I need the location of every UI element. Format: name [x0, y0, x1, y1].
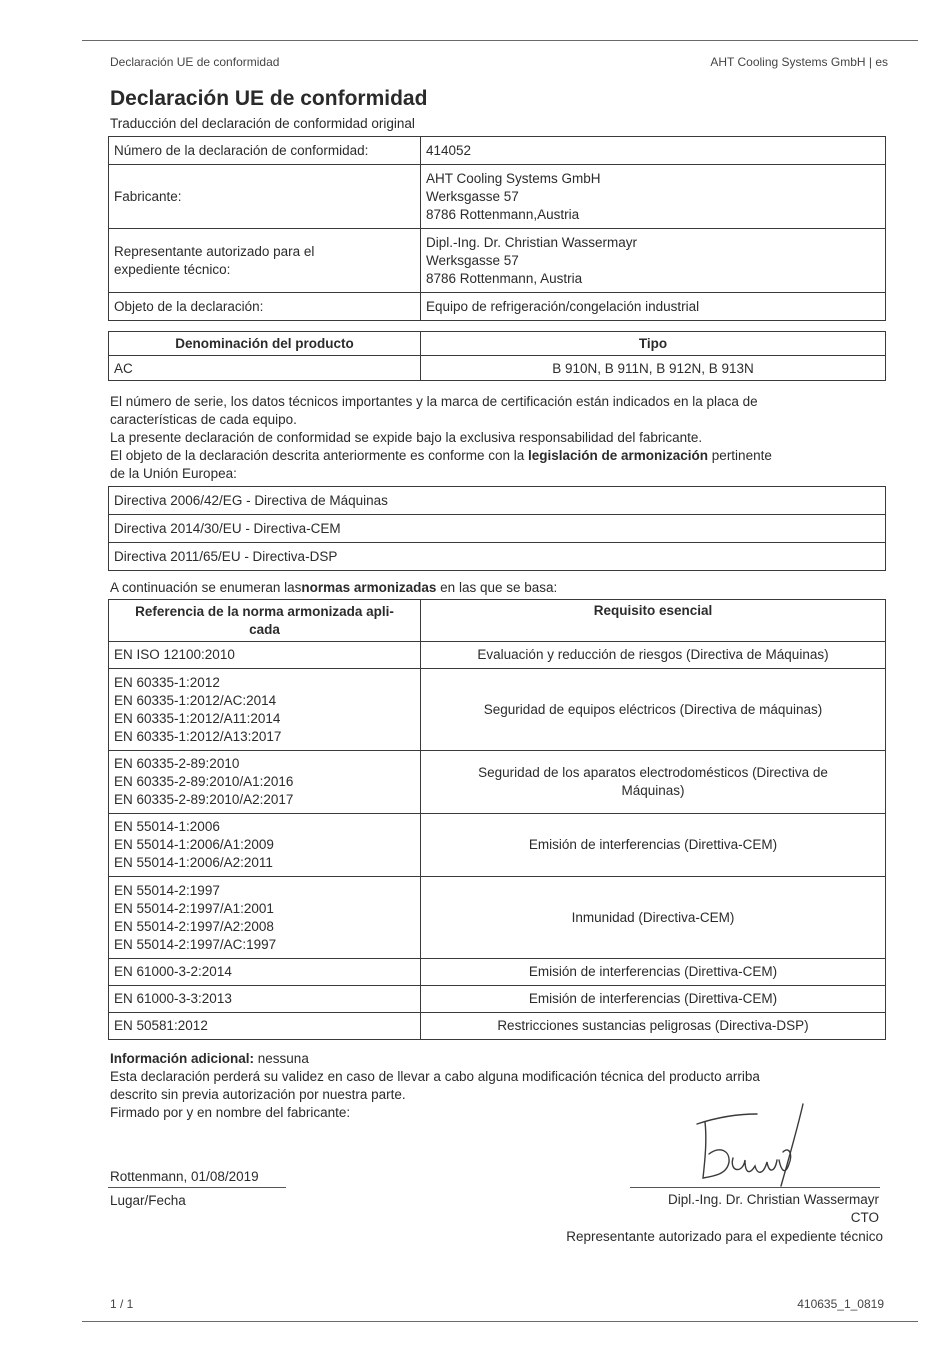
norm-ref: EN 60335-2-89:2010/A1:2016: [114, 774, 294, 789]
additional-info-line: [110, 1050, 900, 1068]
norm-ref: EN 50581:2012: [114, 1018, 208, 1033]
norm-ref: EN 55014-2:1997/A2:2008: [114, 918, 274, 934]
additional-info-line: Firmado por y en nombre del fabricante:: [110, 1105, 351, 1120]
norm-ref: EN 60335-1:2012: [114, 674, 220, 690]
signer-name: Dipl.-Ing. Dr. Christian Wassermayr: [667, 1192, 879, 1207]
table-row: [109, 877, 886, 959]
directive-item: Directiva 2006/42/EG - Directiva de Máquinas: [109, 487, 886, 515]
declaration-object-value: Equipo de refrigeración/congelación industrial: [421, 293, 886, 321]
product-name-header: Denominación del producto: [109, 332, 421, 356]
norms-ref-header-line: cada: [249, 622, 280, 637]
representative-line: Werksgasse 57: [426, 252, 519, 268]
table-row: [109, 814, 886, 877]
declaration-object-label: Objeto de la declaración:: [109, 293, 421, 321]
signature-line: [630, 1187, 880, 1188]
conformity-paragraph: [110, 393, 900, 483]
manufacturer-label: Fabricante:: [109, 165, 421, 229]
requirement-line: Seguridad de equipos eléctricos (Directiva de máquinas): [483, 701, 823, 717]
header-left: Declaración UE de conformidad: [110, 55, 280, 69]
norm-requirement: [421, 959, 886, 986]
representative-line: 8786 Rottenmann, Austria: [426, 270, 583, 286]
representative-value: [421, 229, 886, 293]
page-number: 1 / 1: [110, 1297, 134, 1311]
norm-refs: [109, 814, 421, 877]
norms-ref-header-line: Referencia de la norma armonizada apli-: [135, 604, 394, 619]
representative-label: [109, 229, 421, 293]
paragraph-line: características de cada equipo.: [110, 412, 297, 427]
place-date: Rottenmann, 01/08/2019: [110, 1169, 259, 1184]
requirement-line: Seguridad de los aparatos electrodomésticos (Directiva de: [478, 765, 828, 780]
norm-ref: EN 60335-2-89:2010/A2:2017: [114, 792, 294, 807]
requirement-line: Restricciones sustancias peligrosas (Directiva-DSP): [497, 1018, 809, 1033]
norm-ref: EN 55014-2:1997/A1:2001: [114, 900, 274, 916]
norm-ref: EN 55014-1:2006: [114, 819, 220, 834]
table-row: [109, 959, 886, 986]
manufacturer-value: [421, 165, 886, 229]
representative-label-line: Representante autorizado para el: [114, 243, 315, 259]
norm-ref: EN 55014-1:2006/A2:2011: [114, 855, 273, 870]
page-subtitle: Traducción del declaración de conformidad original: [110, 116, 415, 131]
requirement-line: Emisión de interferencias (Direttiva-CEM): [528, 991, 778, 1006]
directive-item: Directiva 2011/65/EU - Directiva-DSP: [109, 543, 886, 571]
additional-info-label: Información adicional:: [110, 1051, 255, 1066]
norm-ref: EN 55014-2:1997: [114, 882, 220, 898]
signer-label: Representante autorizado para el expediente técnico: [566, 1229, 883, 1244]
norm-refs: [109, 669, 421, 751]
table-row: [109, 751, 886, 814]
header-right: AHT Cooling Systems GmbH | es: [710, 55, 888, 69]
norm-ref: EN 61000-3-3:2013: [114, 991, 232, 1006]
table-row: [109, 986, 886, 1013]
norm-ref: EN ISO 12100:2010: [114, 647, 235, 662]
norm-ref: EN 60335-1:2012/A11:2014: [114, 710, 281, 726]
declaration-info-table: [108, 136, 886, 321]
norms-ref-header: [109, 600, 421, 642]
norms-table: [108, 599, 886, 1040]
paragraph-line: La presente declaración de conformidad se expide bajo la exclusiva responsabilidad del fabricante.: [110, 430, 703, 445]
product-name-value: AC: [109, 356, 421, 381]
norm-requirement: [421, 877, 886, 959]
document-number: 410635_1_0819: [797, 1297, 884, 1311]
norms-intro-text: A continuación se enumeran las: [110, 580, 302, 595]
manufacturer-line: Werksgasse 57: [426, 188, 519, 204]
paragraph-text: El objeto de la declaración descrita anteriormente es conforme con la: [110, 448, 528, 463]
directives-table: [108, 486, 886, 571]
norm-refs: [109, 877, 421, 959]
norm-requirement: [421, 669, 886, 751]
product-type-header: Tipo: [421, 332, 886, 356]
declaration-number-label: Número de la declaración de conformidad:: [109, 137, 421, 165]
top-rule: [82, 40, 918, 41]
norm-ref: EN 55014-1:2006/A1:2009: [114, 837, 274, 852]
norm-ref: EN 60335-1:2012/AC:2014: [114, 692, 277, 708]
requirement-line: Evaluación y reducción de riesgos (Directiva de Máquinas): [477, 647, 829, 662]
paragraph-text: pertinente: [708, 448, 772, 463]
norm-refs: [109, 986, 421, 1013]
norms-intro-text: en las que se basa:: [436, 580, 558, 595]
table-row: [109, 669, 886, 751]
place-date-label: Lugar/Fecha: [110, 1193, 186, 1208]
additional-info-line: Esta declaración perderá su validez en caso de llevar a cabo alguna modificación técnica del producto arriba: [110, 1069, 760, 1084]
norm-requirement: [421, 814, 886, 877]
product-type-value: B 910N, B 911N, B 912N, B 913N: [421, 356, 886, 381]
norm-refs: [109, 642, 421, 669]
norm-requirement: [421, 1013, 886, 1040]
product-table: [108, 331, 886, 381]
table-row: [109, 1013, 886, 1040]
manufacturer-line: AHT Cooling Systems GmbH: [426, 170, 601, 186]
norm-requirement: [421, 642, 886, 669]
norm-ref: EN 55014-2:1997/AC:1997: [114, 936, 277, 952]
requirement-line: Inmunidad (Directiva-CEM): [571, 909, 735, 925]
page-title: Declaración UE de conformidad: [110, 87, 428, 110]
requirement-line: Emisión de interferencias (Direttiva-CEM): [528, 964, 778, 979]
directive-item: Directiva 2014/30/EU - Directiva-CEM: [109, 515, 886, 543]
norms-req-header: Requisito esencial: [421, 600, 886, 642]
paragraph-emphasis: legislación de armonización: [527, 448, 709, 463]
table-row: [109, 642, 886, 669]
norm-ref: EN 60335-2-89:2010: [114, 756, 240, 771]
signer-role: CTO: [850, 1210, 879, 1225]
norm-refs: [109, 751, 421, 814]
declaration-number-value: 414052: [421, 137, 886, 165]
norms-intro-emphasis: normas armonizadas: [301, 580, 437, 595]
additional-info-value: nessuna: [254, 1051, 309, 1066]
paragraph-line: de la Unión Europea:: [110, 466, 237, 481]
additional-info-line: descrito sin previa autorización por nuestra parte.: [110, 1087, 406, 1102]
norm-requirement: [421, 986, 886, 1013]
representative-label-line: expediente técnico:: [114, 261, 231, 277]
norm-requirement: [421, 751, 886, 814]
requirement-line: Emisión de interferencias (Direttiva-CEM): [528, 837, 778, 852]
norm-refs: [109, 959, 421, 986]
paragraph-line: [110, 447, 900, 465]
norms-intro: [110, 579, 557, 597]
bottom-rule: [82, 1321, 918, 1322]
requirement-line: Máquinas): [621, 783, 685, 798]
place-date-line: [108, 1187, 286, 1188]
norm-refs: [109, 1013, 421, 1040]
manufacturer-line: 8786 Rottenmann,Austria: [426, 206, 580, 222]
handwritten-signature: [685, 1100, 815, 1190]
representative-line: Dipl.-Ing. Dr. Christian Wassermayr: [426, 234, 638, 250]
paragraph-line: El número de serie, los datos técnicos importantes y la marca de certificación están indicados en la placa de: [110, 394, 758, 409]
norm-ref: EN 61000-3-2:2014: [114, 964, 232, 979]
norm-ref: EN 60335-1:2012/A13:2017: [114, 728, 282, 744]
